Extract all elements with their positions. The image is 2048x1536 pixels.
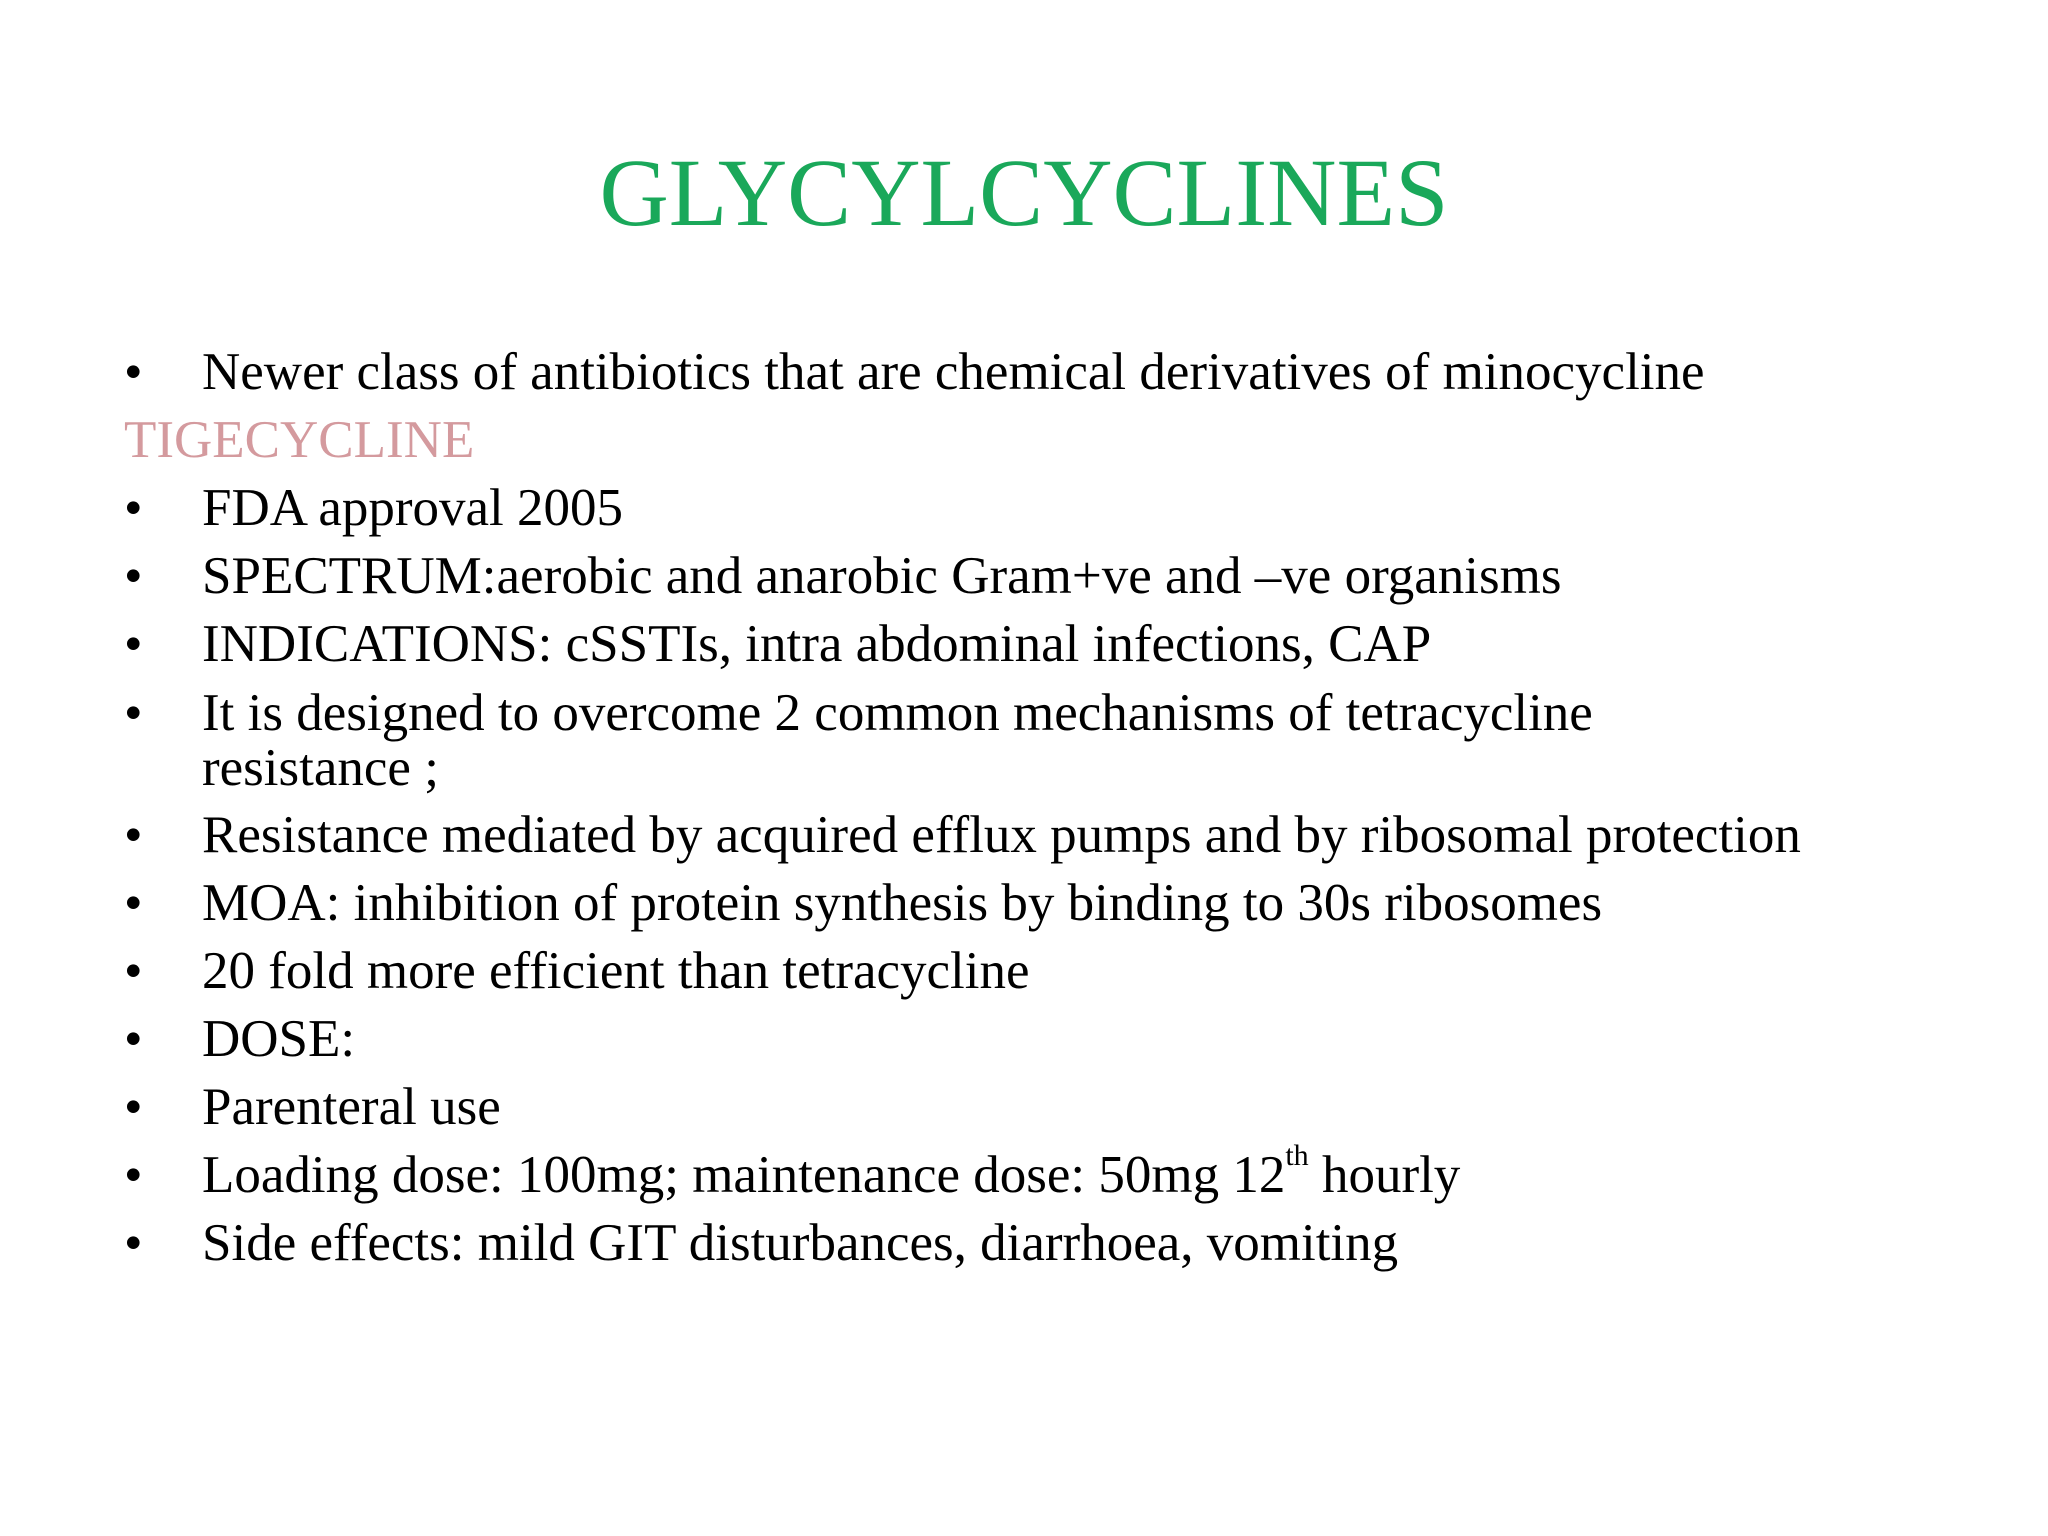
bullet-text: DOSE: <box>202 1010 356 1068</box>
bullet-item-side-effects <box>124 1209 2004 1277</box>
bullet-icon: • <box>124 1214 143 1272</box>
bullet-item-indications <box>124 610 2004 678</box>
bullet-item-intro <box>124 338 2004 406</box>
ordinal-suffix: th <box>1285 1139 1309 1173</box>
bullet-text: Side effects: mild GIT disturbances, diarrhoea, vomiting <box>202 1214 1399 1272</box>
bullet-icon: • <box>124 806 143 864</box>
bullet-text-line-2: resistance ; <box>202 739 439 797</box>
bullet-text: MOA: inhibition of protein synthesis by binding to 30s ribosomes <box>202 874 1603 932</box>
bullet-text: Parenteral use <box>202 1078 501 1136</box>
slide-title: GLYCYLCYCLINES <box>599 139 1449 246</box>
bullet-text: INDICATIONS: cSSTIs, intra abdominal infections, CAP <box>202 615 1432 673</box>
slide-content <box>124 338 2004 1277</box>
bullet-icon: • <box>124 942 143 1000</box>
bullet-text: FDA approval 2005 <box>202 479 624 537</box>
bullet-text <box>202 1139 1461 1204</box>
bullet-icon: • <box>124 1146 143 1204</box>
bullet-item-designed <box>124 678 2004 801</box>
bullet-item-loading-dose <box>124 1141 2004 1209</box>
bullet-item-spectrum <box>124 542 2004 610</box>
bullet-item-fda <box>124 474 2004 542</box>
subheading-tigecycline: TIGECYCLINE <box>124 411 475 469</box>
bullet-item-dose <box>124 1005 2004 1073</box>
bullet-item-efficiency <box>124 937 2004 1005</box>
bullet-text: Resistance mediated by acquired efflux pumps and by ribosomal protection <box>202 806 1801 864</box>
bullet-text: Newer class of antibiotics that are chemical derivatives of minocycline <box>202 343 1705 401</box>
bullet-icon: • <box>124 615 143 673</box>
bullet-icon: • <box>124 1078 143 1136</box>
bullet-icon: • <box>124 479 143 537</box>
bullet-icon: • <box>124 343 143 401</box>
bullet-item-resistance <box>124 801 2004 869</box>
bullet-text: SPECTRUM:aerobic and anarobic Gram+ve and –ve organisms <box>202 547 1562 605</box>
bullet-text: 20 fold more efficient than tetracycline <box>202 942 1030 1000</box>
bullet-item-moa <box>124 869 2004 937</box>
bullet-icon: • <box>124 684 143 742</box>
bullet-icon: • <box>124 547 143 605</box>
loading-dose-text-end: hourly <box>1308 1146 1461 1204</box>
bullet-icon: • <box>124 874 143 932</box>
bullet-text-line-1: It is designed to overcome 2 common mechanisms of tetracycline <box>202 684 1593 742</box>
bullet-icon: • <box>124 1010 143 1068</box>
bullet-item-parenteral <box>124 1073 2004 1141</box>
loading-dose-text: Loading dose: 100mg; maintenance dose: 50mg 12 <box>202 1146 1286 1204</box>
